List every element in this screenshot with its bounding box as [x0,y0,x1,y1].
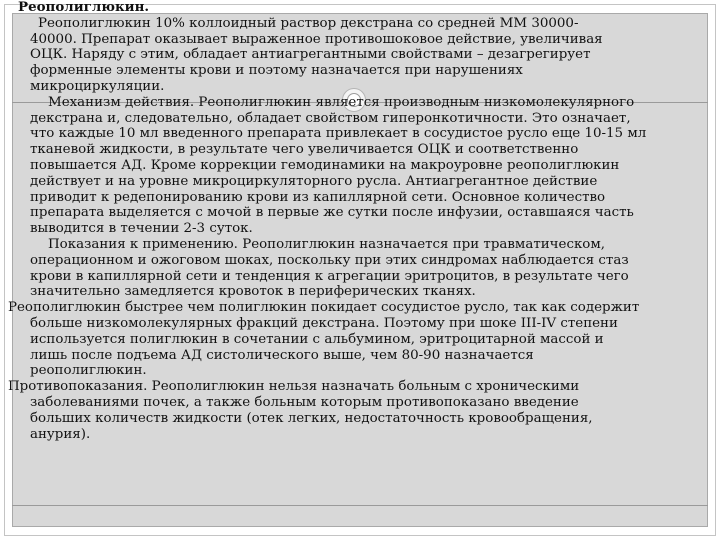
text-line: препарата выделяется с мочой в первые же сутки после инфузии, оставшаяся часть [30,205,634,221]
text-line: тканевой жидкости, в результате чего увеличивается ОЦК и соответственно [30,142,579,158]
text-line: больших количеств жидкости (отек легких, недостаточность кровообращения, [30,410,593,426]
text-line: приводит к редепонированию крови из капиллярной сети. Основное количество [30,189,606,205]
text-line: Противопоказания. Реополиглюкин нельзя назначать больным с хроническими [8,379,580,395]
text-line: 40000. Препарат оказывает выраженное противошоковое действие, увеличивая [30,31,603,47]
text-line: реополиглюкин. [30,363,147,379]
document-text [8,0,712,442]
text-line: анурия). [30,426,91,442]
text-line: микроциркуляции. [30,78,165,94]
text-line: значительно замедляется кровоток в периферических тканях. [30,284,476,300]
text-line: лишь после подъема АД систолического выше, чем 80-90 назначается [30,347,534,363]
document-title: Реополиглюкин. [18,0,150,15]
divider-line-bottom [12,505,708,506]
text-line: выводится в течении 2-3 суток. [30,221,253,237]
text-line: форменные элементы крови и поэтому назначается при нарушениях [30,63,523,79]
text-line: Реополиглюкин быстрее чем полиглюкин покидает сосудистое русло, так как содержит [8,300,640,316]
text-line: используется полиглюкин в сочетании с альбумином, эритроцитарной массой и [30,331,604,347]
text-line: Показания к применению. Реополиглюкин назначается при травматическом, [48,236,606,252]
text-line: крови в капиллярной сети и тенденция к агрегации эритроцитов, в результате чего [30,268,629,284]
text-line: ОЦК. Наряду с этим, обладает антиагрегантными свойствами – дезагрегирует [30,47,591,63]
text-line: что каждые 10 мл введенного препарата привлекает в сосудистое русло еще 10-15 мл [30,126,647,142]
text-line: повышается АД. Кроме коррекции гемодинамики на макроуровне реополиглюкин [30,157,620,173]
text-line: Реополиглюкин 10% коллоидный раствор декстрана со средней ММ 30000- [38,15,579,31]
text-line: действует и на уровне микроциркуляторного русла. Антиагрегантное действие [30,173,598,189]
text-line: Механизм действия. Реополиглюкин является производным низкомолекулярного [48,94,635,110]
text-line: заболеваниями почек, а также больным которым противопоказано введение [30,394,579,410]
text-line: операционном и ожоговом шоках, поскольку при этих синдромах наблюдается стаз [30,252,629,268]
text-line: больше низкомолекулярных фракций декстрана. Поэтому при шоке III-IV степени [30,315,618,331]
text-line: декстрана и, следовательно, обладает свойством гиперонкотичности. Это означает, [30,110,631,126]
